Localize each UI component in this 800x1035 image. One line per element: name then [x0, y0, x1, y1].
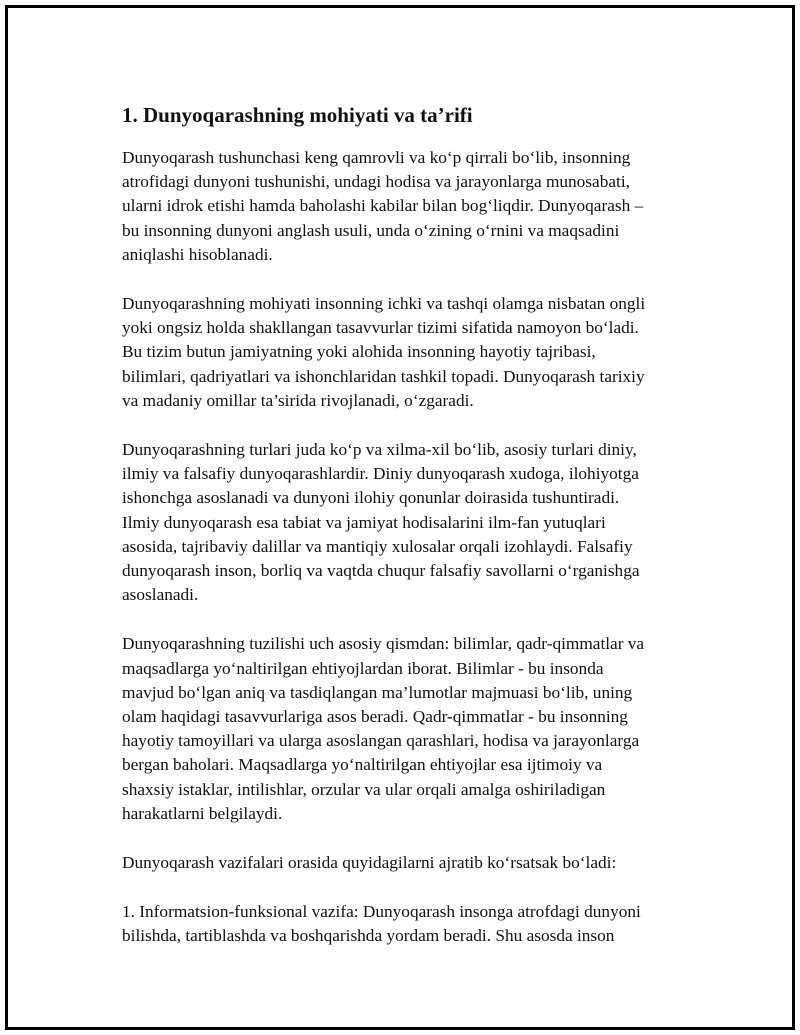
text-line: bu insonning dunyoni anglash usuli, unda oʻzining oʻrnini va maqsadini — [122, 220, 620, 240]
text-line: ishonchga asoslanadi va dunyoni ilohiy qonunlar doirasida tushuntiradi. — [122, 488, 620, 508]
document-body — [122, 100, 692, 974]
text-line: Dunyoqarashning mohiyati insonning ichki va tashqi olamga nisbatan ongli — [122, 294, 646, 314]
document-title: 1. Dunyoqarashning mohiyati va ta’rifi — [122, 103, 473, 127]
text-line: dunyoqarash inson, borliq va vaqtda chuqur falsafiy savollarni oʻrganishga — [122, 561, 640, 581]
paragraph-function-1 — [122, 900, 692, 948]
paragraph-functions-intro — [122, 851, 692, 875]
text-line: aniqlashi hisoblanadi. — [122, 244, 273, 264]
text-line: bergan baholari. Maqsadlarga yoʻnaltirilgan ehtiyojlar esa ijtimoiy va — [122, 755, 603, 775]
text-line: yoki ongsiz holda shakllangan tasavvurlar tizimi sifatida namoyon boʻladi. — [122, 318, 639, 338]
text-line: Dunyoqarashning tuzilishi uch asosiy qismdan: bilimlar, qadr-qimmatlar va — [122, 634, 645, 654]
paragraph-definition — [122, 146, 692, 267]
text-line: asoslanadi. — [122, 585, 199, 605]
text-line: Dunyoqarash tushunchasi keng qamrovli va koʻp qirrali boʻlib, insonning — [122, 148, 631, 167]
text-line: bilishda, tartiblashda va boshqarishda yordam beradi. Shu asosda inson — [122, 926, 615, 946]
paragraph-essence — [122, 292, 692, 413]
text-line: mavjud boʻlgan aniq va tasdiqlangan ma’lumotlar majmuasi boʻlib, uning — [122, 682, 633, 702]
text-line: Dunyoqarashning turlari juda koʻp va xilma-xil boʻlib, asosiy turlari diniy, — [122, 440, 637, 460]
paragraph-structure — [122, 632, 692, 826]
text-line: atrofidagi dunyoni tushunishi, undagi hodisa va jarayonlarga munosabati, — [122, 172, 630, 192]
text-line: Dunyoqarash vazifalari orasida quyidagilarni ajratib koʻrsatsak boʻladi: — [122, 853, 617, 873]
page-frame — [5, 5, 795, 1030]
text-line: ularni idrok etishi hamda baholashi kabilar bilan bogʻliqdir. Dunyoqarash – — [122, 196, 644, 216]
text-line: 1. Informatsion-funksional vazifa: Dunyoqarash insonga atrofdagi dunyoni — [122, 902, 641, 922]
paragraph-types — [122, 438, 692, 607]
text-line: Bu tizim butun jamiyatning yoki alohida insonning hayotiy tajribasi, — [122, 342, 596, 362]
text-line: va madaniy omillar ta’sirida rivojlanadi, oʻzgaradi. — [122, 390, 474, 410]
text-line: hayotiy tamoyillari va ularga asoslangan qarashlari, hodisa va jarayonlarga — [122, 731, 640, 751]
text-line: asosida, tajribaviy dalillar va mantiqiy xulosalar orqali izohlaydi. Falsafiy — [122, 536, 633, 556]
text-line: olam haqidagi tasavvurlariga asos beradi. Qadr-qimmatlar - bu insonning — [122, 707, 628, 727]
text-line: maqsadlarga yoʻnaltirilgan ehtiyojlardan iborat. Bilimlar - bu insonda — [122, 658, 604, 678]
text-line: harakatlarni belgilaydi. — [122, 803, 283, 823]
text-line: ilmiy va falsafiy dunyoqarashlardir. Diniy dunyoqarash xudoga, ilohiyotga — [122, 464, 639, 484]
text-line: Ilmiy dunyoqarash esa tabiat va jamiyat hodisalarini ilm-fan yutuqlari — [122, 512, 606, 532]
text-line: bilimlari, qadriyatlari va ishonchlaridan tashkil topadi. Dunyoqarash tarixiy — [122, 366, 645, 386]
text-line: shaxsiy istaklar, intilishlar, orzular va ular orqali amalga oshiriladigan — [122, 779, 606, 799]
